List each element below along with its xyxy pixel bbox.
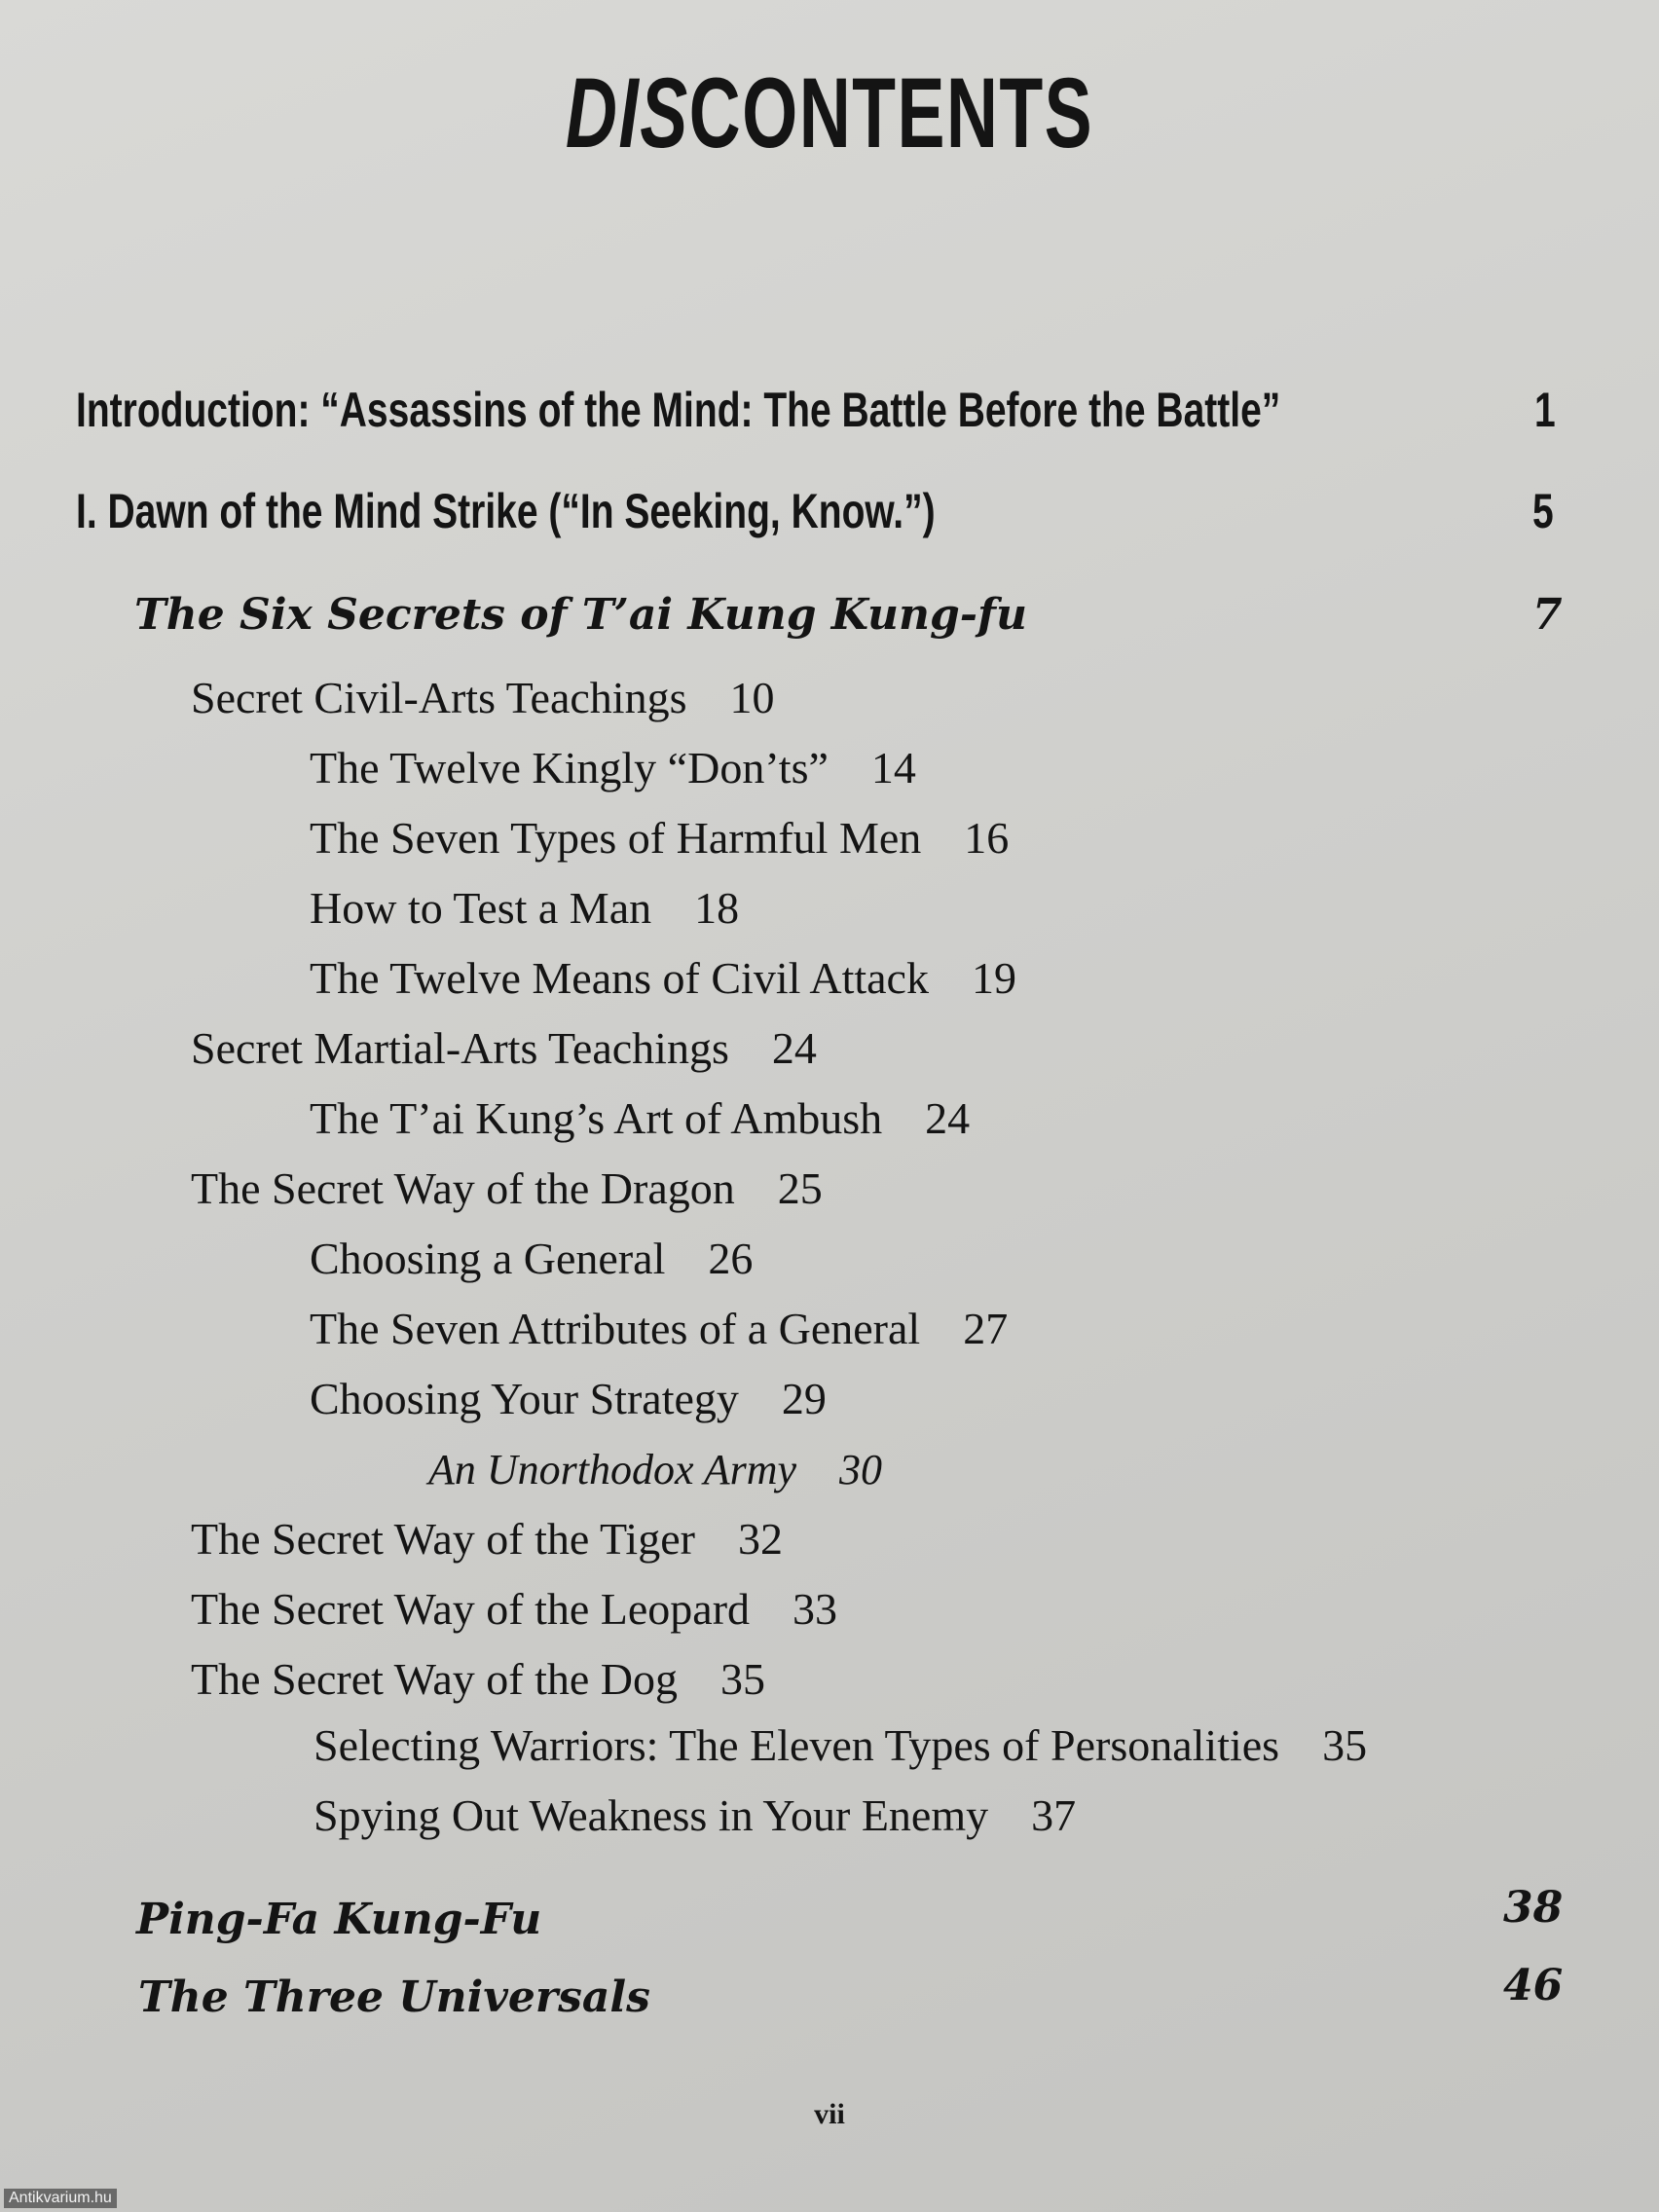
toc-entry-part-one [76,483,936,539]
toc-entry [310,1303,1008,1354]
entry-title: The Seven Types of Harmful Men [310,813,922,863]
page-number: 24 [771,1023,817,1073]
entry-title: An Unorthodox Army [428,1446,797,1493]
toc-entry [191,1162,823,1214]
title-prefix: DIS [565,57,689,168]
toc-entry [313,1789,1076,1841]
page-number: 35 [720,1654,766,1704]
page-number: 7 [1532,590,1563,640]
toc-entry [191,1583,837,1635]
entry-title: I. Dawn of the Mind Strike (“In Seeking, Know.”) [76,484,936,538]
page-number: 33 [793,1584,838,1634]
toc-entry [310,882,739,934]
toc-entry [310,1092,970,1144]
entry-title: The Three Universals [138,1972,650,2022]
toc-entry [313,1719,1367,1771]
folio-page-number: vii [814,2098,845,2130]
entry-title: Choosing a General [310,1234,666,1283]
toc-entry [191,672,774,723]
entry-title: The Secret Way of the Dog [191,1654,679,1704]
page-number: 27 [963,1304,1009,1353]
entry-title: How to Test a Man [310,883,652,933]
entry-title: The Six Secrets of T’ai Kung Kung-fu [134,590,1027,640]
entry-title: The Secret Way of the Leopard [191,1584,751,1634]
title-rest: CONTENTS [688,57,1094,168]
page-number: 46 [1503,1961,1564,2010]
entry-title: The Secret Way of the Tiger [191,1514,695,1564]
page-number: 19 [971,953,1016,1003]
entry-title: The Seven Attributes of a General [310,1304,921,1353]
toc-entry [310,952,1016,1004]
entry-title: Selecting Warriors: The Eleven Types of Personalities [313,1720,1280,1770]
toc-entry [191,1653,765,1705]
page-number: 35 [1322,1720,1368,1770]
page-title [233,56,1427,170]
toc-entry [310,1373,827,1424]
toc-entry-three-universals [138,1972,650,2022]
page-number: 10 [729,673,775,722]
page-number: 26 [708,1234,754,1283]
toc-entry [428,1445,882,1494]
page-number: 14 [870,743,916,793]
entry-title: Secret Martial-Arts Teachings [191,1023,729,1073]
page-number: 37 [1031,1790,1077,1840]
page-number: 32 [737,1514,783,1564]
toc-entry [191,1513,783,1565]
toc-entry-introduction [76,382,1280,438]
watermark: Antikvarium.hu [4,2189,117,2208]
page-number: 1 [1534,383,1556,437]
page-number: 18 [694,883,740,933]
toc-entry-ping-fa [136,1895,541,1944]
entry-title: The Twelve Kingly “Don’ts” [310,743,829,793]
entry-title: Choosing Your Strategy [310,1374,739,1423]
page-number: 30 [839,1446,883,1493]
toc-entry [310,812,1009,864]
entry-title: Spying Out Weakness in Your Enemy [313,1790,989,1840]
toc-entry [310,1233,753,1284]
page-number: 29 [781,1374,827,1423]
page-number: 38 [1503,1883,1564,1933]
page-number: 5 [1532,484,1554,538]
entry-title: Ping-Fa Kung-Fu [136,1895,542,1944]
toc-entry [191,1022,817,1074]
toc-entry-six-secrets [134,590,1027,640]
toc-entry [310,742,916,793]
entry-title: The Twelve Means of Civil Attack [310,953,929,1003]
page-number: 25 [777,1163,823,1213]
page-number: 24 [925,1093,971,1143]
entry-title: Secret Civil-Arts Teachings [191,673,687,722]
entry-title: The Secret Way of the Dragon [191,1163,735,1213]
page-number: 16 [964,813,1010,863]
entry-title: The T’ai Kung’s Art of Ambush [310,1093,883,1143]
entry-title: Introduction: “Assassins of the Mind: The Battle Before the Battle” [76,383,1281,437]
